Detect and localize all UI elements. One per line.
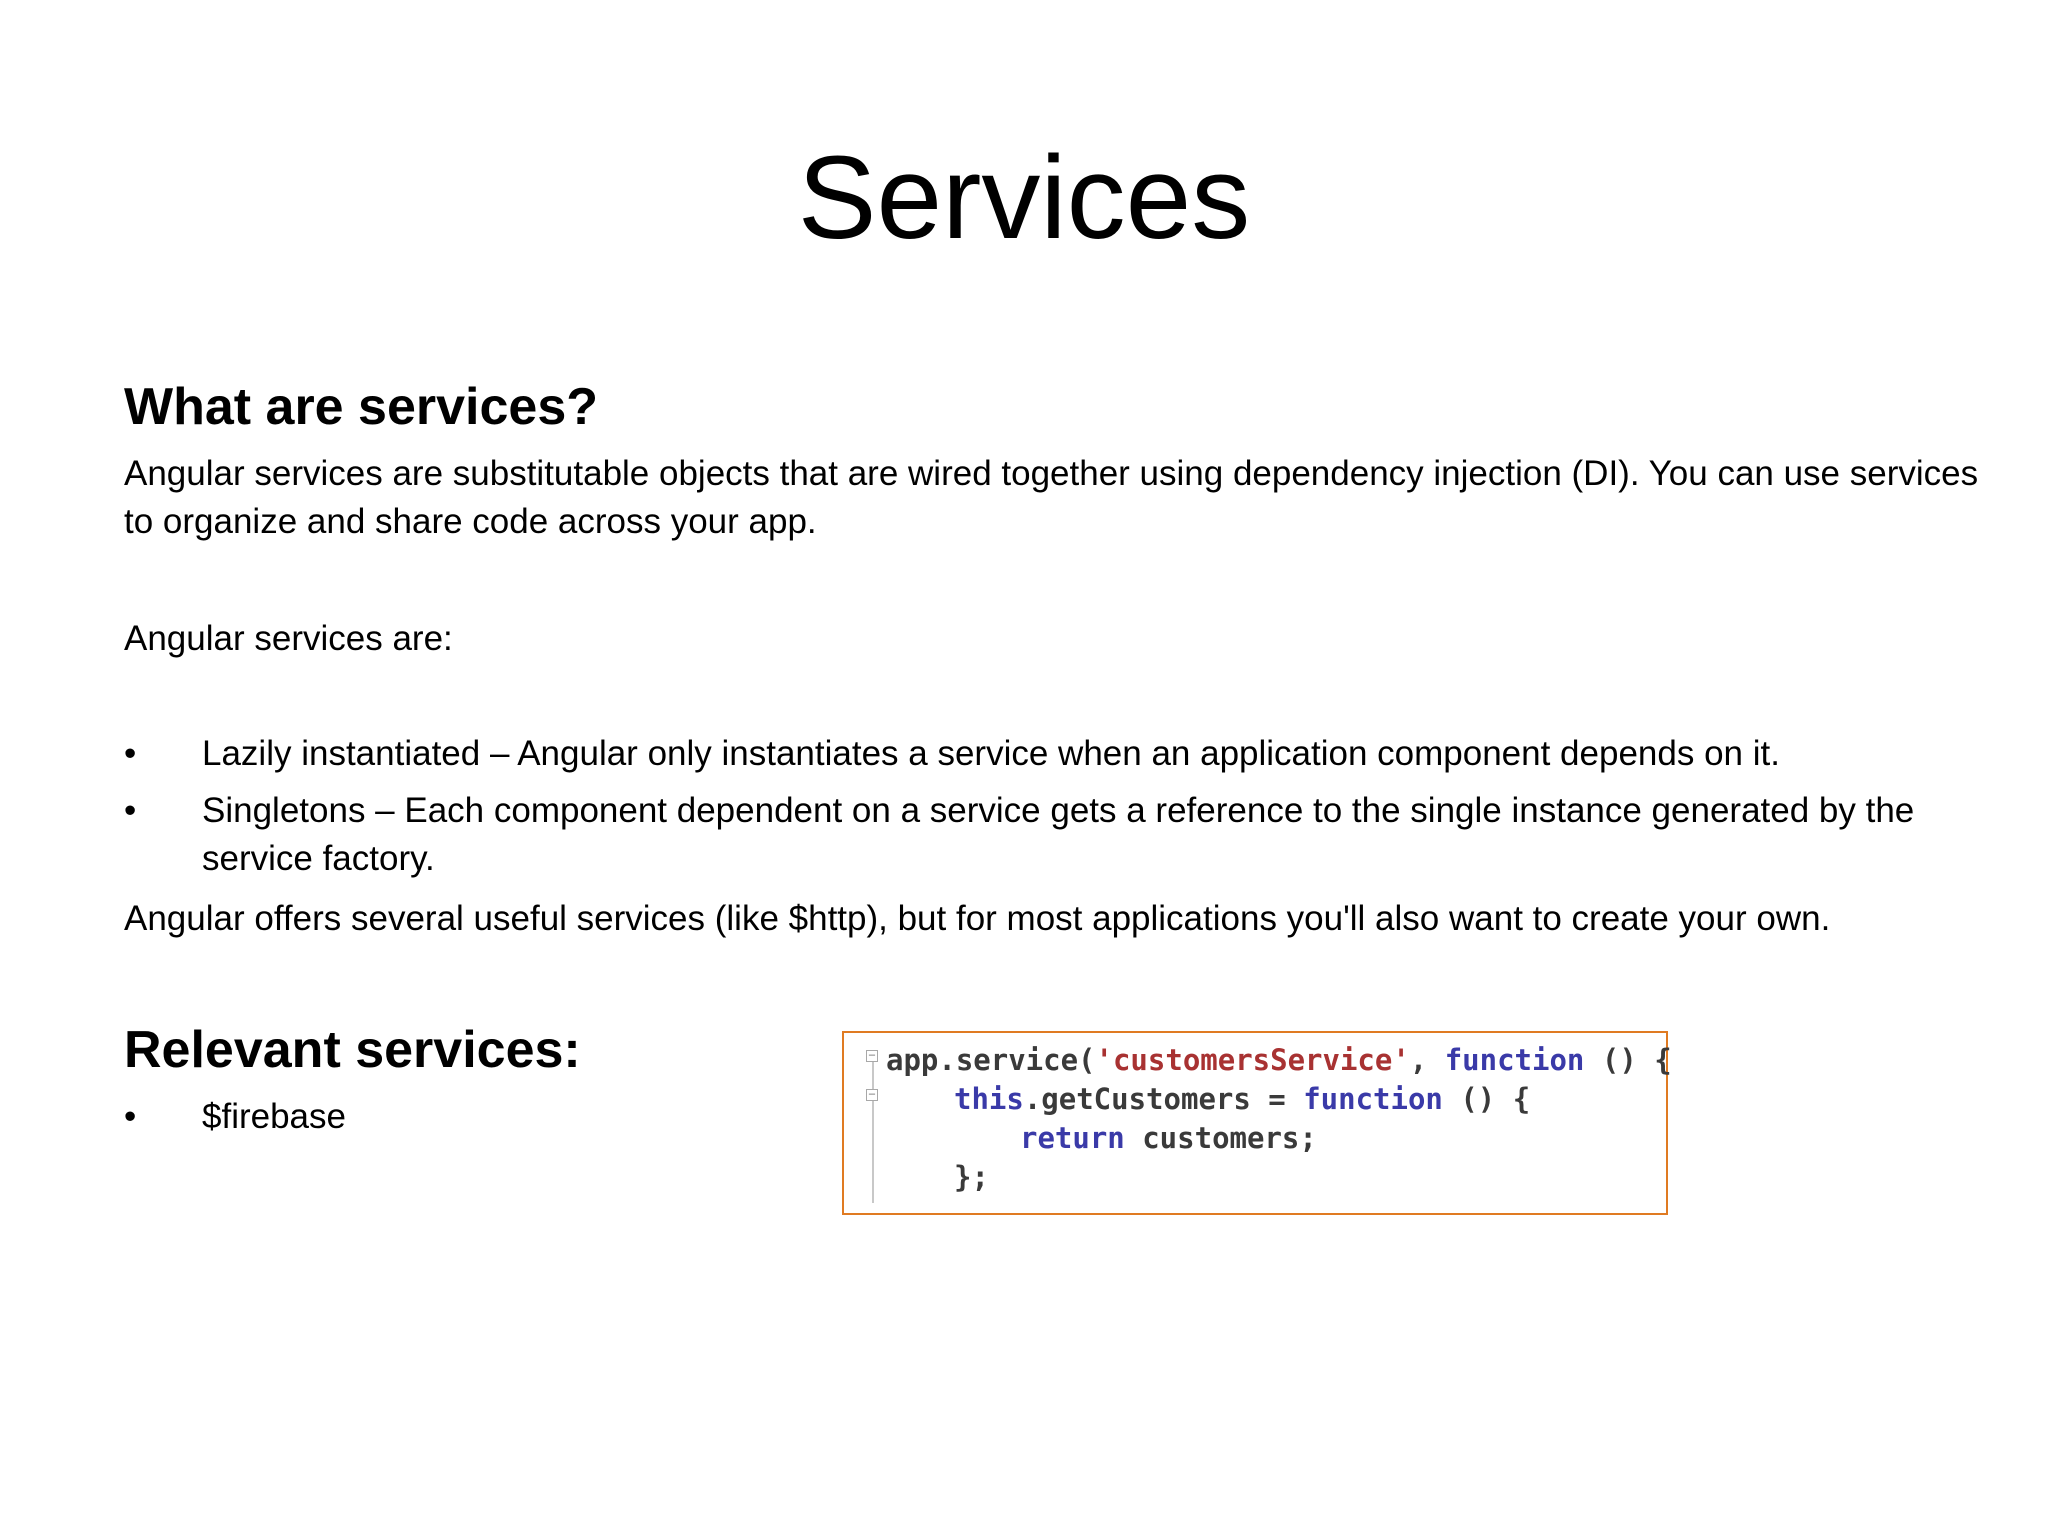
code-string-token: 'customersService'	[1095, 1043, 1410, 1077]
code-token: ,	[1409, 1043, 1445, 1077]
collapse-icon: −	[866, 1089, 878, 1101]
collapse-icon: −	[866, 1050, 878, 1062]
code-line-4	[954, 1158, 989, 1197]
bullet-marker: •	[124, 1097, 137, 1136]
bullet-marker: •	[124, 734, 137, 773]
code-snippet	[842, 1031, 1672, 1215]
bullet-marker: •	[124, 791, 137, 830]
code-token: () {	[1584, 1043, 1672, 1077]
code-line-1	[886, 1041, 1672, 1080]
code-token: customers;	[1124, 1121, 1317, 1155]
code-keyword-token: function	[1444, 1043, 1585, 1077]
bullet-text: $firebase	[202, 1097, 346, 1136]
closing-paragraph: Angular offers several useful services (like $http), but for most applications you'll also want to create your own.	[124, 899, 1831, 938]
code-token: () {	[1442, 1082, 1531, 1116]
bullet-text: Singletons – Each component dependent on a service gets a reference to the single instance generated by the service factory.	[202, 791, 1915, 878]
code-token: };	[954, 1160, 989, 1194]
slide-title: Services	[797, 132, 1251, 264]
section-heading-relevant-services: Relevant services:	[124, 1021, 581, 1079]
code-keyword-token: function	[1303, 1082, 1443, 1116]
bullet-text: Lazily instantiated – Angular only instantiates a service when an application component depends on it.	[202, 734, 1780, 773]
code-keyword-token: return	[1020, 1121, 1125, 1155]
code-token: .getCustomers =	[1023, 1082, 1304, 1116]
intro-paragraph: Angular services are substitutable objects that are wired together using dependency injection (DI). You can use services to organize and share code across your app.	[124, 454, 1979, 541]
section-heading-what-are-services: What are services?	[124, 378, 599, 436]
list-intro-text: Angular services are:	[124, 619, 453, 658]
code-line-2	[954, 1080, 1530, 1119]
code-line-3	[1020, 1119, 1317, 1158]
code-keyword-token: this	[954, 1082, 1024, 1116]
code-gutter	[872, 1053, 874, 1203]
code-token: app.service(	[886, 1043, 1096, 1077]
